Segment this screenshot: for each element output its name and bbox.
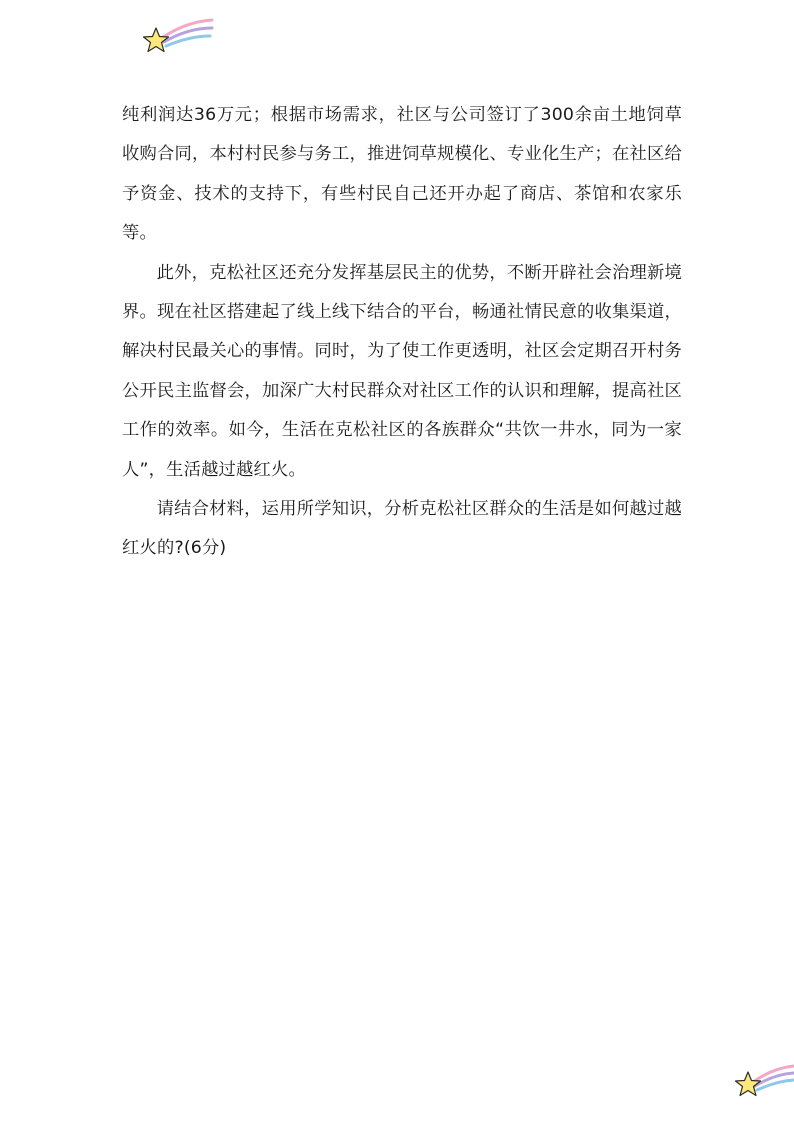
document-body bbox=[122, 96, 682, 569]
shooting-star-icon bbox=[140, 14, 216, 60]
paragraph-1: 纯利润达36万元；根据市场需求，社区与公司签订了300余亩土地饲草收购合同，本村村民参与务工，推进饲草规模化、专业化生产；在社区给予资金、技术的支持下，有些村民自己还开办起了商店、茶馆和农家乐等。 bbox=[122, 105, 682, 244]
shooting-star-icon bbox=[733, 1058, 794, 1100]
question-paragraph: 请结合材料，运用所学知识，分析克松社区群众的生活是如何越过越红火的?(6分) bbox=[122, 499, 682, 559]
paragraph-2: 此外，克松社区还充分发挥基层民主的优势，不断开辟社会治理新境界。现在社区搭建起了线上线下结合的平台，畅通社情民意的收集渠道，解决村民最关心的事情。同时，为了使工作更透明，社区会定期召开村务公开民主监督会，加深广大村民群众对社区工作的认识和理解，提高社区工作的效率。如今，生活在克松社区的各族群众“共饮一井水，同为一家人”，生活越过越红火。 bbox=[122, 262, 682, 480]
